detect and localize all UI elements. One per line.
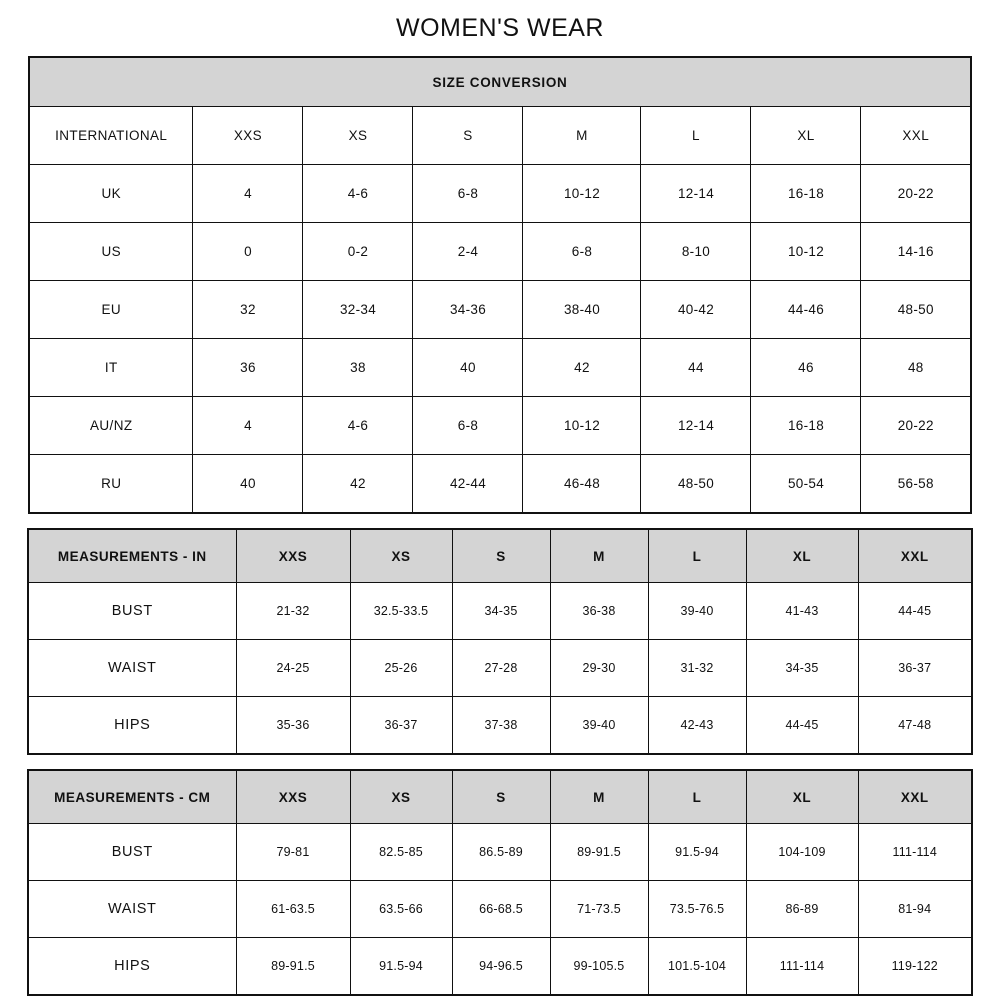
- table-row: [29, 455, 971, 514]
- row-label: US: [29, 223, 193, 281]
- measurements-cm-header-l: L: [648, 770, 746, 824]
- measurements-cm-header-m: M: [550, 770, 648, 824]
- measurements-cm-header-xl: XL: [746, 770, 858, 824]
- conversion-header-row: [29, 107, 971, 165]
- measurements-in-title: MEASUREMENTS - IN: [28, 529, 236, 583]
- cell: 34-35: [746, 640, 858, 697]
- cell: 104-109: [746, 824, 858, 881]
- cell: 44-45: [858, 583, 972, 640]
- table-row: [28, 824, 972, 881]
- cell: 111-114: [746, 938, 858, 996]
- cell: 86.5-89: [452, 824, 550, 881]
- cell: 40: [413, 339, 523, 397]
- row-label: BUST: [28, 583, 236, 640]
- cell: 56-58: [861, 455, 971, 514]
- cell: 32.5-33.5: [350, 583, 452, 640]
- cell: 10-12: [523, 397, 641, 455]
- cell: 34-36: [413, 281, 523, 339]
- cell: 71-73.5: [550, 881, 648, 938]
- cell: 12-14: [641, 397, 751, 455]
- cell: 46: [751, 339, 861, 397]
- cell: 4: [193, 397, 303, 455]
- cell: 37-38: [452, 697, 550, 755]
- cell: 25-26: [350, 640, 452, 697]
- cell: 6-8: [413, 165, 523, 223]
- cell: 47-48: [858, 697, 972, 755]
- cell: 44: [641, 339, 751, 397]
- cell: 101.5-104: [648, 938, 746, 996]
- cell: 44-45: [746, 697, 858, 755]
- conversion-banner-row: [29, 57, 971, 107]
- row-label: IT: [29, 339, 193, 397]
- cell: 86-89: [746, 881, 858, 938]
- table-spacer: [0, 755, 1000, 769]
- cell: 42-43: [648, 697, 746, 755]
- cell: 94-96.5: [452, 938, 550, 996]
- table-row: [28, 938, 972, 996]
- cell: 42: [303, 455, 413, 514]
- cell: 8-10: [641, 223, 751, 281]
- cell: 24-25: [236, 640, 350, 697]
- measurements-cm-table: [27, 769, 973, 996]
- cell: 0: [193, 223, 303, 281]
- measurements-cm-header-row: [28, 770, 972, 824]
- cell: 6-8: [523, 223, 641, 281]
- cell: 61-63.5: [236, 881, 350, 938]
- measurements-cm-header-s: S: [452, 770, 550, 824]
- cell: 63.5-66: [350, 881, 452, 938]
- cell: 35-36: [236, 697, 350, 755]
- measurements-in-header-xxs: XXS: [236, 529, 350, 583]
- cell: 32: [193, 281, 303, 339]
- conversion-banner: SIZE CONVERSION: [29, 57, 971, 107]
- row-label: WAIST: [28, 881, 236, 938]
- measurements-cm-header-xxs: XXS: [236, 770, 350, 824]
- cell: 36-37: [350, 697, 452, 755]
- conversion-header-international: INTERNATIONAL: [29, 107, 193, 165]
- cell: 73.5-76.5: [648, 881, 746, 938]
- measurements-in-header-xl: XL: [746, 529, 858, 583]
- conversion-header-xs: XS: [303, 107, 413, 165]
- measurements-in-header-xs: XS: [350, 529, 452, 583]
- cell: 32-34: [303, 281, 413, 339]
- cell: 42-44: [413, 455, 523, 514]
- row-label: RU: [29, 455, 193, 514]
- cell: 38-40: [523, 281, 641, 339]
- conversion-header-xxl: XXL: [861, 107, 971, 165]
- cell: 20-22: [861, 165, 971, 223]
- row-label: EU: [29, 281, 193, 339]
- cell: 36-37: [858, 640, 972, 697]
- cell: 40: [193, 455, 303, 514]
- cell: 4: [193, 165, 303, 223]
- cell: 0-2: [303, 223, 413, 281]
- page-title: WOMEN'S WEAR: [396, 14, 604, 42]
- cell: 4-6: [303, 165, 413, 223]
- table-row: [28, 881, 972, 938]
- row-label: UK: [29, 165, 193, 223]
- cell: 89-91.5: [236, 938, 350, 996]
- measurements-cm-title: MEASUREMENTS - CM: [28, 770, 236, 824]
- cell: 91.5-94: [350, 938, 452, 996]
- table-row: [29, 339, 971, 397]
- measurements-in-header-m: M: [550, 529, 648, 583]
- cell: 2-4: [413, 223, 523, 281]
- cell: 39-40: [648, 583, 746, 640]
- cell: 38: [303, 339, 413, 397]
- measurements-cm-header-xs: XS: [350, 770, 452, 824]
- cell: 10-12: [751, 223, 861, 281]
- measurements-in-header-xxl: XXL: [858, 529, 972, 583]
- cell: 36: [193, 339, 303, 397]
- cell: 21-32: [236, 583, 350, 640]
- size-conversion-table: [28, 56, 972, 514]
- row-label: AU/NZ: [29, 397, 193, 455]
- conversion-header-l: L: [641, 107, 751, 165]
- cell: 48-50: [641, 455, 751, 514]
- cell: 16-18: [751, 165, 861, 223]
- cell: 34-35: [452, 583, 550, 640]
- conversion-header-xl: XL: [751, 107, 861, 165]
- row-label: HIPS: [28, 938, 236, 996]
- cell: 44-46: [751, 281, 861, 339]
- cell: 39-40: [550, 697, 648, 755]
- measurements-in-header-l: L: [648, 529, 746, 583]
- cell: 81-94: [858, 881, 972, 938]
- table-row: [28, 583, 972, 640]
- conversion-header-xxs: XXS: [193, 107, 303, 165]
- measurements-inches-table: [27, 528, 973, 755]
- cell: 36-38: [550, 583, 648, 640]
- cell: 50-54: [751, 455, 861, 514]
- conversion-header-m: M: [523, 107, 641, 165]
- cell: 20-22: [861, 397, 971, 455]
- table-row: [29, 223, 971, 281]
- cell: 48-50: [861, 281, 971, 339]
- cell: 99-105.5: [550, 938, 648, 996]
- cell: 4-6: [303, 397, 413, 455]
- cell: 14-16: [861, 223, 971, 281]
- cell: 31-32: [648, 640, 746, 697]
- measurements-in-header-s: S: [452, 529, 550, 583]
- cell: 29-30: [550, 640, 648, 697]
- measurements-cm-header-xxl: XXL: [858, 770, 972, 824]
- cell: 91.5-94: [648, 824, 746, 881]
- cell: 119-122: [858, 938, 972, 996]
- cell: 89-91.5: [550, 824, 648, 881]
- row-label: BUST: [28, 824, 236, 881]
- cell: 79-81: [236, 824, 350, 881]
- row-label: WAIST: [28, 640, 236, 697]
- table-row: [28, 697, 972, 755]
- cell: 111-114: [858, 824, 972, 881]
- table-row: [28, 640, 972, 697]
- cell: 41-43: [746, 583, 858, 640]
- cell: 12-14: [641, 165, 751, 223]
- cell: 46-48: [523, 455, 641, 514]
- cell: 82.5-85: [350, 824, 452, 881]
- conversion-header-s: S: [413, 107, 523, 165]
- cell: 10-12: [523, 165, 641, 223]
- table-row: [29, 165, 971, 223]
- cell: 48: [861, 339, 971, 397]
- table-spacer: [0, 514, 1000, 528]
- cell: 42: [523, 339, 641, 397]
- cell: 27-28: [452, 640, 550, 697]
- cell: 66-68.5: [452, 881, 550, 938]
- cell: 16-18: [751, 397, 861, 455]
- table-row: [29, 397, 971, 455]
- row-label: HIPS: [28, 697, 236, 755]
- cell: 6-8: [413, 397, 523, 455]
- measurements-in-header-row: [28, 529, 972, 583]
- cell: 40-42: [641, 281, 751, 339]
- table-row: [29, 281, 971, 339]
